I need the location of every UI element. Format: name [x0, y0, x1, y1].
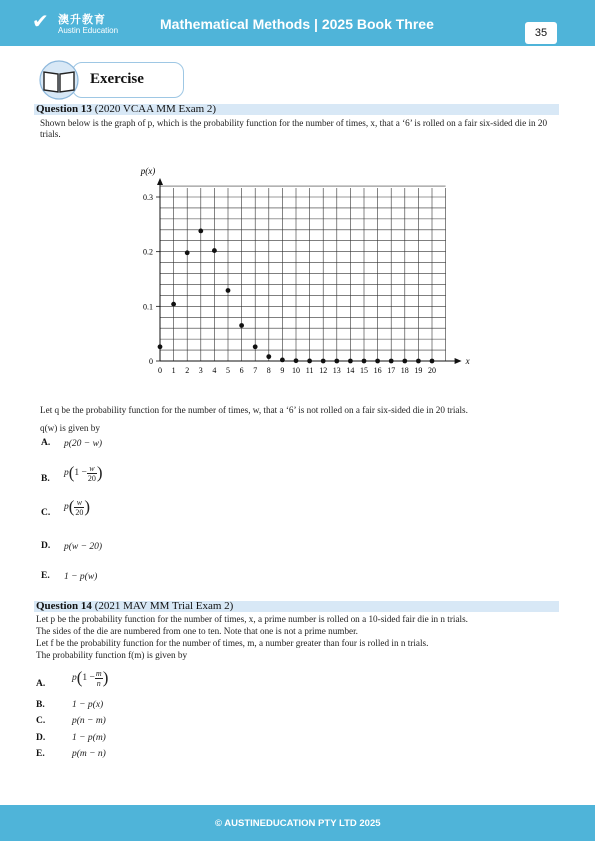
- question-13-number: Question 13: [36, 103, 92, 115]
- x-tick-label: 7: [253, 366, 258, 375]
- x-tick-label: 10: [292, 366, 300, 375]
- q13-option-c-num: w: [74, 498, 84, 508]
- question-14-number: Question 14: [36, 600, 92, 612]
- x-tick-label: 8: [266, 366, 271, 375]
- question-13-source: (2020 VCAA MM Exam 2): [91, 103, 217, 115]
- data-point: [430, 359, 435, 364]
- question-13-text: Shown below is the graph of p, which is the probability function for the number of times, x, that a ‘6’ is rolled on a fair six-sided die in 20 trials.: [40, 118, 548, 139]
- data-point: [362, 359, 367, 364]
- y-axis-arrow: [157, 178, 163, 185]
- page-title: Mathematical Methods | 2025 Book Three: [160, 16, 434, 32]
- q13-option-a[interactable]: p(20 − w): [64, 439, 103, 449]
- data-point: [402, 359, 407, 364]
- x-tick-label: 19: [414, 366, 423, 375]
- x-tick-label: 20: [428, 366, 436, 375]
- page-number: 35: [525, 22, 557, 44]
- q14-option-c[interactable]: p(n − m): [72, 716, 106, 726]
- x-tick-label: 11: [305, 366, 314, 375]
- q13-option-d[interactable]: p(w − 20): [64, 542, 103, 552]
- x-tick-label: 14: [346, 366, 355, 375]
- q14-option-a-func: p: [72, 673, 77, 684]
- copyright-text: © AUSTINEDUCATION PTY LTD 2025: [215, 818, 381, 829]
- q14-option-d[interactable]: 1 − p(m): [72, 733, 106, 743]
- y-tick-label: 0: [149, 357, 153, 366]
- question-14-title: [36, 600, 233, 613]
- q13-option-b-func: p: [64, 468, 69, 479]
- y-tick-label: 0.1: [143, 302, 153, 312]
- data-point: [239, 323, 244, 328]
- open-book-icon: [36, 59, 82, 101]
- logo-mark-icon: ✔: [32, 9, 49, 33]
- question-14-line-3: Let f be the probability function for the number of times, m, a number greater than four is rolled in n trials.: [36, 638, 429, 648]
- q13-option-b[interactable]: p(1 − $\frac{w}{20}$ ): [64, 463, 103, 483]
- x-tick-label: 9: [280, 366, 285, 375]
- x-axis-arrow: [455, 358, 462, 364]
- data-point: [226, 288, 231, 293]
- x-tick-label: 17: [387, 366, 396, 375]
- q13-option-b-den: 20: [87, 473, 96, 483]
- data-point: [294, 358, 299, 363]
- q13-option-c-func: p: [64, 502, 69, 513]
- data-point: [416, 359, 421, 364]
- exercise-label: Exercise: [90, 71, 144, 87]
- q14-option-e[interactable]: p(m − n): [72, 749, 106, 759]
- q14-option-c-letter: C.: [36, 716, 46, 726]
- data-point: [321, 359, 326, 364]
- x-tick-label: 12: [319, 366, 328, 375]
- logo-chinese-text: 澳升教育: [58, 13, 106, 26]
- x-tick-label: 1: [171, 366, 176, 375]
- q13-option-c-letter: C.: [41, 508, 51, 518]
- q14-option-a[interactable]: p(1 − $\frac{m}{n}$ ): [72, 668, 109, 688]
- x-tick-label: 16: [373, 366, 382, 375]
- q13-option-b-num: w: [87, 464, 97, 474]
- data-point: [280, 358, 285, 363]
- x-tick-label: 3: [198, 366, 203, 375]
- y-axis-label: p(x): [140, 166, 156, 176]
- question-13-prompt: Let q be the probability function for the number of times, w, that a ‘6’ is not rolled on a fair six-sided die in 20 trials.: [40, 405, 468, 415]
- q14-option-a-den: n: [96, 678, 101, 688]
- q14-option-a-lead: 1 −: [82, 673, 95, 684]
- x-tick-label: 15: [360, 366, 368, 375]
- data-point: [171, 302, 176, 307]
- data-point: [348, 359, 353, 364]
- q13-option-e[interactable]: 1 − p(w): [64, 572, 98, 582]
- question-13-title: [36, 103, 216, 116]
- data-point: [158, 344, 163, 349]
- x-tick-label: 13: [332, 366, 341, 375]
- q13-option-c[interactable]: p( $\frac{w}{20}$ ): [64, 497, 91, 517]
- brand-logo: [32, 9, 132, 39]
- data-point: [185, 250, 190, 255]
- q13-option-e-letter: E.: [41, 571, 50, 581]
- x-tick-label: 4: [212, 366, 217, 375]
- question-14-line-1: Let p be the probability function for the number of times, x, a prime number is rolled on a 10-sided fair die in n trials.: [36, 614, 468, 624]
- x-tick-label: 2: [185, 366, 190, 375]
- q13-option-d-letter: D.: [41, 541, 51, 551]
- q13-option-a-letter: A.: [41, 438, 51, 448]
- x-tick-label: 18: [400, 366, 409, 375]
- x-tick-label: 6: [239, 366, 244, 375]
- question-13-prompt-2: q(w) is given by: [40, 423, 100, 433]
- question-14-source: (2021 MAV MM Trial Exam 2): [91, 600, 234, 612]
- q14-option-b[interactable]: 1 − p(x): [72, 700, 104, 710]
- data-point: [198, 228, 203, 233]
- q14-option-e-letter: E.: [36, 749, 45, 759]
- q13-option-b-letter: B.: [41, 474, 50, 484]
- q14-option-a-letter: A.: [36, 679, 46, 689]
- data-point: [375, 359, 380, 364]
- data-point: [253, 344, 258, 349]
- data-point: [389, 359, 394, 364]
- y-tick-label: 0.2: [143, 247, 153, 257]
- q14-option-b-letter: B.: [36, 700, 45, 710]
- q13-option-b-lead: 1 −: [74, 468, 87, 479]
- probability-chart: [0, 160, 595, 390]
- q13-option-c-den: 20: [75, 507, 84, 517]
- x-tick-label: 0: [158, 366, 162, 375]
- y-tick-label: 0.3: [143, 193, 153, 202]
- data-point: [307, 359, 312, 364]
- q14-option-a-num: m: [95, 668, 102, 678]
- question-14-line-2: The sides of the die are numbered from one to ten. Note that one is not a prime number.: [36, 626, 358, 636]
- q14-option-d-letter: D.: [36, 733, 46, 743]
- x-axis-label: x: [465, 356, 470, 366]
- data-point: [334, 359, 339, 364]
- question-14-line-4: The probability function f(m) is given by: [36, 650, 188, 660]
- data-point: [266, 354, 271, 359]
- logo-english-text: Austin Education: [58, 26, 119, 35]
- data-point: [212, 248, 217, 253]
- x-tick-label: 5: [226, 366, 230, 375]
